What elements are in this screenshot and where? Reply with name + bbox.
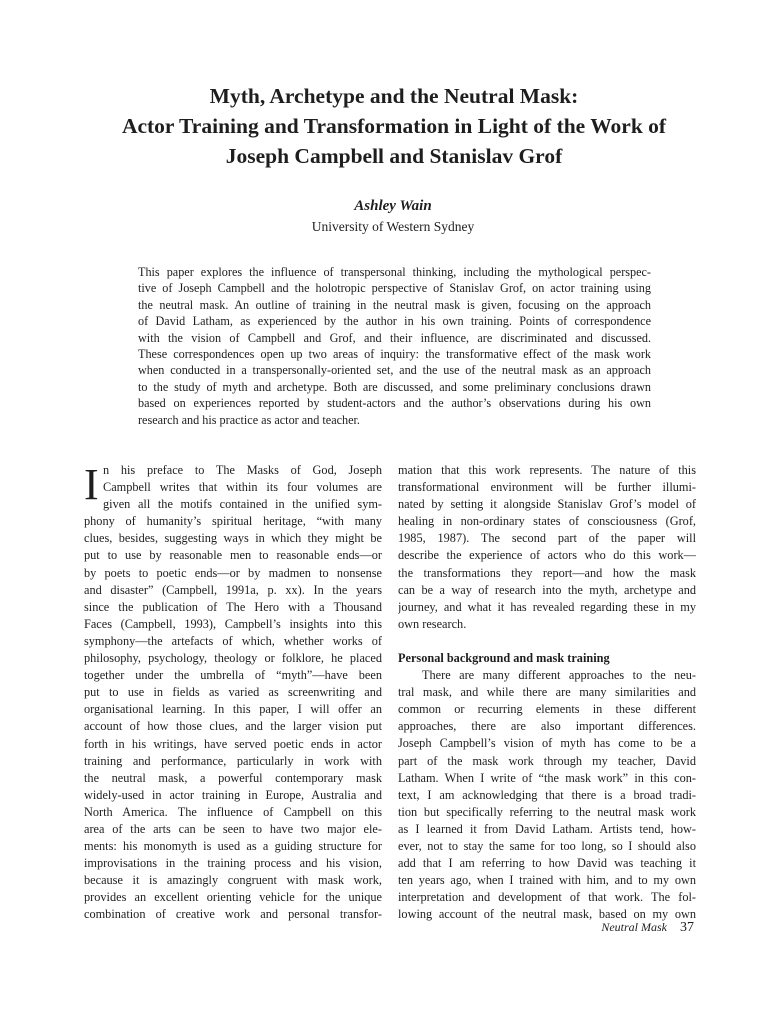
- running-title: Neutral Mask: [601, 920, 667, 934]
- body-line: phony of humanity’s spiritual heritage, “with many: [84, 514, 382, 529]
- body-line: account of how those clues, and the larger vision put: [84, 719, 382, 734]
- body-line: the transformations they report—and how the mask: [398, 565, 696, 580]
- body-line: journey, and what it has revealed regarding these in my: [398, 599, 696, 614]
- body-line: forth in his writings, have served poetic ends in actor: [84, 736, 382, 751]
- body-line: ten years ago, when I trained with him, and to my own: [398, 873, 696, 888]
- body-line: area of the arts can be seen to have two major ele-: [84, 821, 382, 836]
- body-line: Latham. When I write of “the mask work” in this con-: [398, 770, 696, 785]
- body-column-right: [398, 462, 696, 923]
- body-line: own research.: [398, 616, 467, 631]
- body-line: approaches, there are also important differences.: [398, 719, 696, 734]
- body-line: since the publication of The Hero with a Thousand: [84, 599, 382, 614]
- body-line: interpretation and development of that work. The fol-: [398, 890, 696, 905]
- body-line: widely-used in actor training in Europe, Australia and: [84, 787, 382, 802]
- body-line: improvisations in the training process and his vision,: [84, 856, 382, 871]
- title-line: Actor Training and Transformation in Light of the Work of: [121, 114, 667, 138]
- body-line: North America. The influence of Campbell on this: [84, 804, 382, 819]
- body-line: together under the umbrella of “myth”—have been: [84, 668, 382, 683]
- drop-cap: I: [84, 460, 99, 509]
- abstract: [138, 264, 651, 428]
- body-line: Joseph Campbell’s vision of myth has come to be a: [398, 736, 696, 751]
- abstract-line: This paper explores the influence of transpersonal thinking, including the mythological perspec-: [138, 265, 651, 279]
- body-line: by poets to poetic ends—or by madmen to nonsense: [84, 565, 382, 580]
- body-line: the neutral mask, a powerful contemporary mask: [84, 770, 382, 785]
- body-line: ments: his monomyth is used as a guiding structure for: [84, 839, 382, 854]
- title-line: Myth, Archetype and the Neutral Mask:: [209, 84, 579, 108]
- abstract-line: These correspondences open up two areas of inquiry: the transformative effect of the mask work: [138, 346, 651, 361]
- body-line: tion but specifically referring to the neutral mask work: [398, 804, 696, 819]
- body-line: ever, not to stay the same for too long, so I should also: [398, 838, 696, 853]
- body-line: describe the experience of actors who do this work—: [398, 548, 696, 563]
- title-line: Joseph Campbell and Stanislav Grof: [225, 144, 563, 168]
- body-line: text, I am acknowledging that there is a broad tradi-: [398, 787, 696, 802]
- abstract-line: research and his practice as actor and teacher.: [138, 412, 360, 427]
- body-line: mation that this work represents. The nature of this: [398, 463, 696, 477]
- body-line: put to use in fields as varied as screenwriting and: [84, 685, 382, 700]
- page-footer: [560, 920, 694, 936]
- body-line: and disaster” (Campbell, 1991a, p. xx). In the years: [84, 582, 382, 597]
- body-line: can be a way of research into the myth, archetype and: [398, 582, 696, 597]
- body-line: symphony—the artefacts of which, whether works of: [84, 633, 382, 648]
- body-line: common or recurring elements in these different: [398, 702, 696, 717]
- body-line: nated by setting it alongside Stanislav Grof’s model of: [398, 497, 696, 512]
- author-name: Ashley Wain: [354, 198, 432, 214]
- abstract-line: with the vision of Campbell and Grof, and their influence, are discriminated and discussed.: [138, 330, 651, 345]
- body-line: organisational learning. In this paper, I will offer an: [84, 702, 382, 717]
- body-line: training and performance, particularly in work with: [84, 753, 382, 768]
- abstract-line: based on experiences reported by student-actors and the author’s observations during his own: [138, 396, 651, 411]
- body-line: tral mask, and while there are many similarities and: [398, 685, 696, 700]
- body-line: transformational environment will be further illumi-: [398, 480, 696, 495]
- page-number: 37: [680, 920, 694, 935]
- body-line: given all the motifs contained in the unified sym-: [103, 497, 382, 512]
- body-line: combination of creative work and personal transfor-: [84, 907, 382, 922]
- abstract-line: to the study of myth and archetype. Both are discussed, and some preliminary conclusions drawn: [138, 379, 651, 394]
- body-column-left: [84, 462, 382, 924]
- body-line: add that I am referring to how David was teaching it: [398, 856, 696, 871]
- body-line: Campbell writes that within its four volumes are: [103, 480, 382, 495]
- body-line: Faces (Campbell, 1993), Campbell’s insights into this: [84, 616, 382, 631]
- body-line: healing in non-ordinary states of consciousness (Grof,: [398, 514, 696, 529]
- body-line: philosophy, psychology, theology or folklore, he placed: [84, 651, 382, 666]
- abstract-line: the neutral mask. An outline of training in the neutral mask is given, focusing on the approach: [138, 297, 651, 312]
- abstract-line: of David Latham, as experienced by the author in his own training. Points of correspondence: [138, 314, 651, 329]
- abstract-line: tive of Joseph Campbell and the holotropic perspective of Stanislav Grof, on actor training using: [138, 281, 651, 296]
- body-line: part of the mask work through my teacher, David: [398, 753, 696, 768]
- body-line: provides an excellent orienting vehicle for the unique: [84, 890, 382, 905]
- abstract-line: when conducted in a transpersonally-oriented set, and the use of the neutral mask as an approach: [138, 363, 651, 378]
- body-line: because it is amazingly congruent with mask work,: [84, 873, 382, 888]
- body-line: clues, besides, suggesting ways in which they might be: [84, 531, 382, 546]
- section-heading: Personal background and mask training: [398, 650, 610, 665]
- paper-title: [60, 81, 728, 171]
- body-line: n his preface to The Masks of God, Joseph: [103, 463, 382, 477]
- body-line: There are many different approaches to the neu-: [422, 668, 696, 683]
- body-line: 1985, 1987). The second part of the paper will: [398, 531, 696, 546]
- body-line: lowing account of the neutral mask, based on my own: [398, 907, 696, 922]
- body-line: put to use by reasonable men to reasonable ends—or: [84, 548, 382, 563]
- body-line: as I learned it from David Latham. Artists tend, how-: [398, 821, 696, 836]
- author-affiliation: University of Western Sydney: [311, 219, 475, 234]
